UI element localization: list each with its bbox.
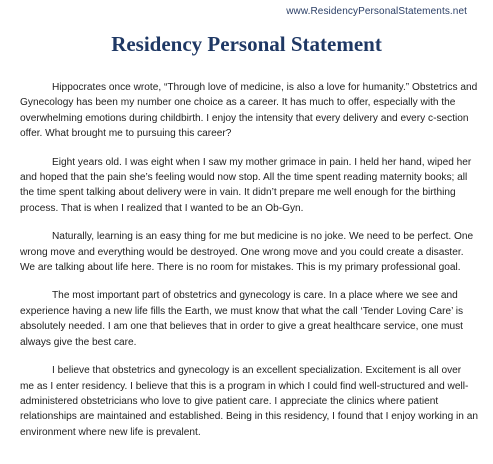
paragraph-childhood: Eight years old. I was eight when I saw my mother grimace in pain. I held her hand, wiped her and hoped that the pain she’s feeling would now stop. All the time spent reading maternity books; all the time spent talking about delivery were in vain. It didn’t prepare me well enough for the birthing process. That is when I realized that I wanted to be an Ob-Gyn. bbox=[20, 156, 472, 214]
statement-body bbox=[20, 80, 478, 453]
site-url-link[interactable]: www.ResidencyPersonalStatements.net bbox=[286, 6, 467, 17]
page-title: Residency Personal Statement bbox=[111, 32, 382, 56]
paragraph-intro: Hippocrates once wrote, “Through love of medicine, is also a love for humanity.” Obstetrics and Gynecology has been my number one choice as a career. It has much to offer, especially with the overwhelming emotions during childbirth. I enjoy the intensity that every delivery and every c-section offer. What brought me to pursuing this career? bbox=[20, 82, 478, 140]
paragraph-learning: Naturally, learning is an easy thing for me but medicine is no joke. We need to be perfect. One wrong move and everything would be destroyed. One wrong move and you could create a disaster. We are talking about life here. There is no room for mistakes. This is my primary professional goal. bbox=[20, 231, 474, 274]
paragraph-care: The most important part of obstetrics and gynecology is care. In a place where we see and experience having a new life fills the Earth, we must know that what the call ‘Tender Loving Care’ is absolutely needed. I am one that believes that in order to give a great healthcare service, one must always give the best care. bbox=[20, 290, 464, 348]
paragraph-residency: I believe that obstetrics and gynecology is an excellent specialization. Excitement is all over me as I enter residency. I believe that this is a program in which I could find well-structured and well-administered obstetricians who love to give patient care. I appreciate the clinics where patient relationships are maintained and established. Being in this residency, I found that I enjoy working in an environment where new life is prevalent. bbox=[20, 365, 478, 438]
